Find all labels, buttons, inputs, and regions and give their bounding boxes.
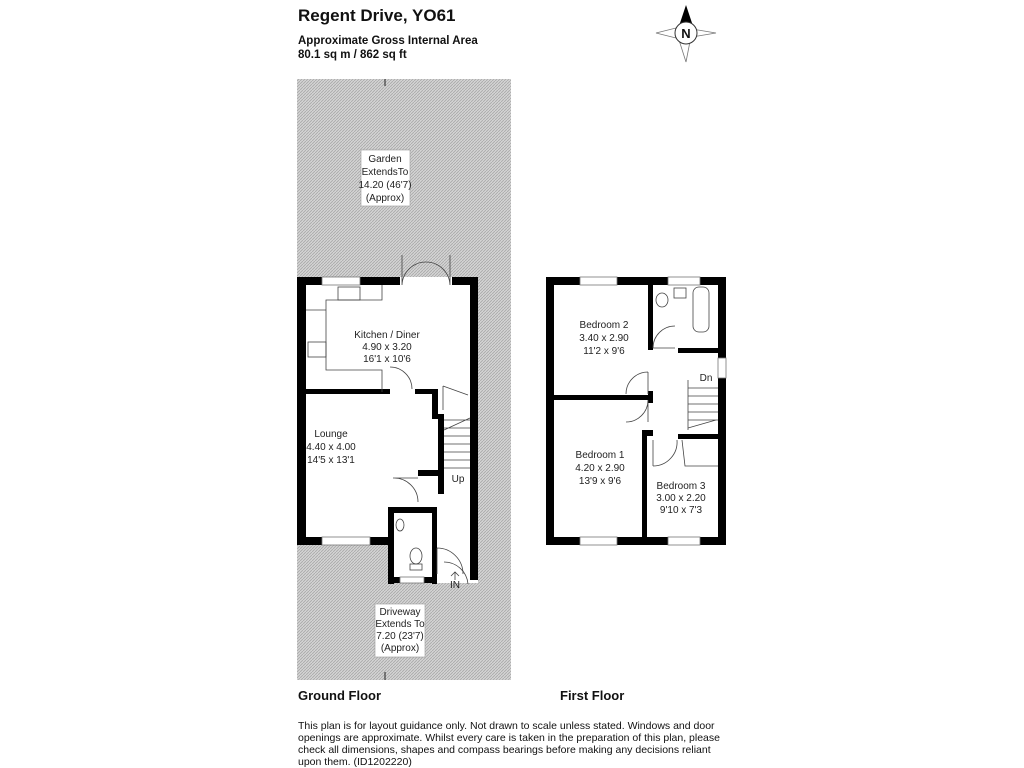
svg-text:This plan is for layout guidan: This plan is for layout guidance only. Not drawn to scale unless stated. Windows and door bbox=[298, 720, 715, 732]
room-metric: 3.00 x 2.20 bbox=[656, 493, 706, 504]
svg-text:Extends To: Extends To bbox=[375, 619, 425, 630]
room-imperial: 9'10 x 7'3 bbox=[659, 505, 703, 516]
stairs-icon bbox=[688, 380, 718, 430]
stairs-down-label: Dn bbox=[699, 373, 713, 384]
first-floor-label: First Floor bbox=[560, 688, 625, 703]
room-name: Kitchen / Diner bbox=[354, 330, 420, 341]
disclaimer bbox=[298, 720, 720, 768]
svg-text:7.20 (23'7): 7.20 (23'7) bbox=[376, 631, 424, 642]
plan-title: Regent Drive, YO61 bbox=[298, 6, 456, 25]
svg-text:(Approx): (Approx) bbox=[380, 643, 420, 654]
room-metric: 3.40 x 2.90 bbox=[579, 333, 629, 344]
ground-floor-plan bbox=[297, 255, 478, 584]
svg-text:openings are approximate. Whil: openings are approximate. Whilst every care is taken in the preparation of this plan, please bbox=[298, 732, 720, 744]
room-imperial: 13'9 x 9'6 bbox=[578, 476, 622, 487]
room-name: Bedroom 1 bbox=[575, 450, 625, 461]
area-label: Approximate Gross Internal Area bbox=[298, 35, 478, 47]
svg-text:check all dimensions, shapes a: check all dimensions, shapes and compass bearings before making any decisions reliant bbox=[298, 744, 711, 756]
compass-north-label: N bbox=[681, 26, 691, 41]
driveway-label bbox=[375, 604, 425, 657]
room-metric: 4.20 x 2.90 bbox=[575, 463, 625, 474]
entrance-label: IN bbox=[450, 580, 460, 591]
room-metric: 4.90 x 3.20 bbox=[362, 342, 412, 353]
garden-label bbox=[358, 150, 411, 206]
svg-text:Garden: Garden bbox=[368, 154, 402, 165]
room-metric: 4.40 x 4.00 bbox=[306, 442, 356, 453]
room-name: Bedroom 2 bbox=[579, 320, 629, 331]
svg-text:14.20 (46'7): 14.20 (46'7) bbox=[358, 180, 412, 191]
room-imperial: 16'1 x 10'6 bbox=[363, 354, 411, 365]
svg-text:upon them. (ID1202220): upon them. (ID1202220) bbox=[298, 756, 412, 768]
compass-icon bbox=[656, 5, 716, 62]
svg-text:(Approx): (Approx) bbox=[365, 193, 405, 204]
svg-text:ExtendsTo: ExtendsTo bbox=[361, 167, 409, 178]
room-imperial: 14'5 x 13'1 bbox=[307, 455, 355, 466]
room-imperial: 11'2 x 9'6 bbox=[583, 346, 625, 357]
svg-text:Driveway: Driveway bbox=[379, 607, 421, 618]
room-name: Bedroom 3 bbox=[656, 481, 706, 492]
area-value: 80.1 sq m / 862 sq ft bbox=[298, 49, 407, 61]
ground-floor-label: Ground Floor bbox=[298, 688, 382, 703]
room-name: Lounge bbox=[314, 429, 348, 440]
stairs-up-label: Up bbox=[451, 474, 465, 485]
